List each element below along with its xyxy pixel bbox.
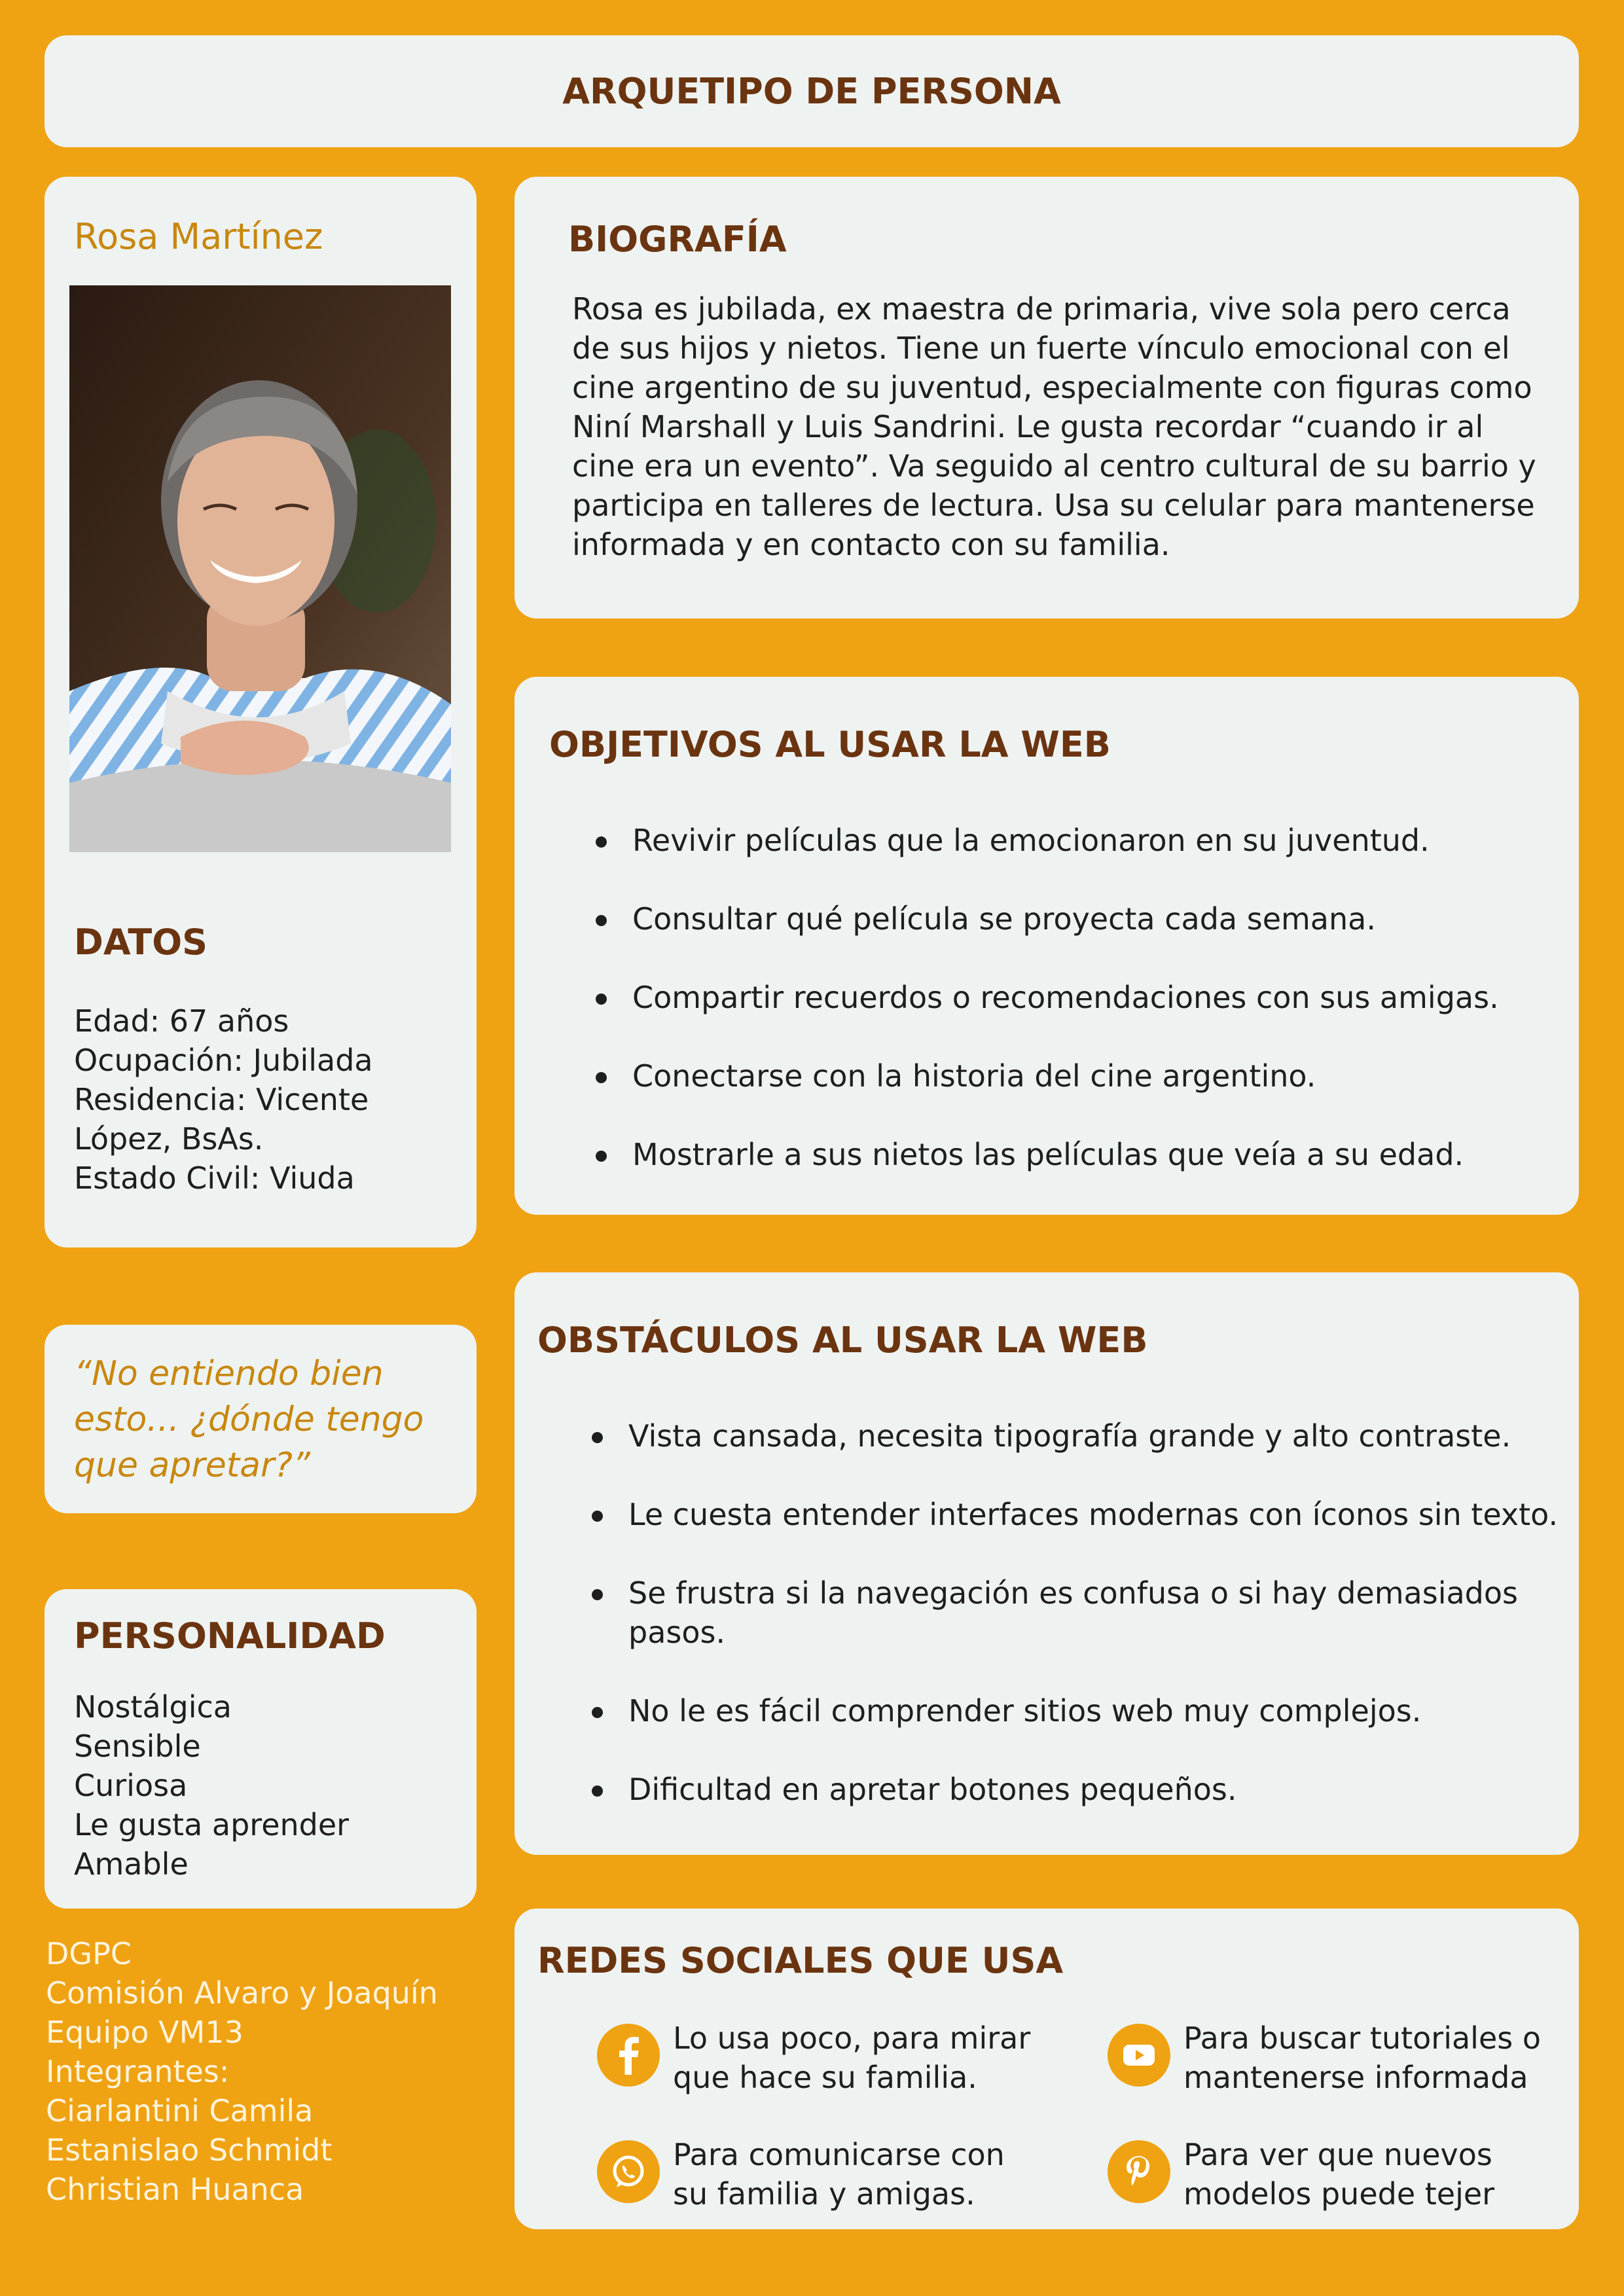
trait-item: Sensible [74,1729,201,1764]
list-item: Consultar qué película se proyecta cada semana. [596,899,1564,939]
credit-line: Ciarlantini Camila [46,2093,314,2128]
datos-title: DATOS [74,922,208,963]
biography-text: Rosa es jubilada, ex maestra de primaria, vive sola pero cerca de sus hijos y nietos. Tiene un fuerte vínculo emocional con el cine argentino de su juventud, especialmente con figuras como Niní Marshall y Luis Sandrini. Le gusta recordar “cuando ir al cine era un evento”. Va seguido al centro cultural de su barrio y participa en talleres de lectura. Usa su celular para mantenerse informada y en contacto con su familia. [572,291,1536,562]
personality-title: PERSONALIDAD [74,1615,386,1657]
social-text: Para buscar tutoriales o mantenerse informada [1183,2020,1541,2095]
list-item: Le cuesta entender interfaces modernas con íconos sin texto. [592,1495,1561,1534]
social-item-youtube [1108,2018,1550,2097]
credit-line: Equipo VM13 [46,2015,244,2050]
list-item: No le es fácil comprender sitios web muy complejos. [592,1691,1561,1731]
social-item-pinterest [1108,2135,1550,2214]
social-card [514,1909,1579,2229]
list-item: Se frustra si la navegación es confusa o si hay demasiados pasos. [592,1573,1561,1652]
title-banner [45,35,1579,147]
credit-line: DGPC [46,1936,132,1971]
social-text: Para ver que nuevos modelos puede tejer [1183,2137,1495,2212]
persona-portrait-image [69,285,451,852]
dato-residencia: Residencia: Vicente [74,1082,369,1117]
list-item: Compartir recuerdos o recomendaciones con sus amigas. [596,978,1564,1017]
dato-residencia-cont: López, BsAs. [74,1121,264,1157]
biography-card [514,177,1579,619]
credit-line: Christian Huanca [46,2172,304,2207]
pinterest-icon [1108,2140,1170,2203]
datos-list [74,1001,460,1198]
credit-line: Comisión Alvaro y Joaquín [46,1975,438,2011]
page-title: ARQUETIPO DE PERSONA [562,71,1061,112]
biography-title: BIOGRAFÍA [568,219,787,260]
objectives-list [596,821,1564,1213]
credit-line: Estanislao Schmidt [46,2132,333,2168]
list-item: Mostrarle a sus nietos las películas que veía a su edad. [596,1135,1564,1174]
persona-name: Rosa Martínez [74,216,323,257]
social-text: Para comunicarse con su familia y amigas. [673,2137,1005,2212]
persona-quote: “No entiendo bien esto... ¿dónde tengo que apretar?” [74,1354,424,1485]
objectives-card [514,677,1579,1215]
list-item: Dificultad en apretar botones pequeños. [592,1770,1561,1809]
credit-line: Integrantes: [46,2054,230,2089]
dato-ocupacion: Ocupación: Jubilada [74,1043,373,1078]
list-item: Revivir películas que la emocionaron en su juventud. [596,821,1564,860]
dato-estado-civil: Estado Civil: Viuda [74,1160,355,1196]
obstacles-card [514,1272,1579,1855]
social-title: REDES SOCIALES QUE USA [537,1940,1064,1981]
personality-list [74,1687,349,1884]
trait-item: Curiosa [74,1768,188,1803]
objectives-title: OBJETIVOS AL USAR LA WEB [549,724,1111,765]
quote-card [45,1325,477,1513]
trait-item: Amable [74,1846,189,1882]
personality-card [45,1589,477,1909]
obstacles-title: OBSTÁCULOS AL USAR LA WEB [537,1319,1148,1361]
obstacles-list [592,1416,1561,1848]
social-text: Lo usa poco, para mirar que hace su familia. [673,2020,1031,2095]
whatsapp-icon [597,2140,660,2203]
trait-item: Nostálgica [74,1689,232,1725]
social-item-facebook [597,2018,1039,2097]
list-item: Vista cansada, necesita tipografía grande y alto contraste. [592,1416,1561,1456]
list-item: Conectarse con la historia del cine argentino. [596,1056,1564,1096]
facebook-icon [597,2024,660,2087]
social-item-whatsapp [597,2135,1039,2214]
dato-edad: Edad: 67 años [74,1003,289,1039]
trait-item: Le gusta aprender [74,1807,350,1842]
youtube-icon [1108,2024,1170,2087]
persona-photo [69,285,451,852]
profile-card [45,177,477,1247]
credits [46,1934,438,2209]
